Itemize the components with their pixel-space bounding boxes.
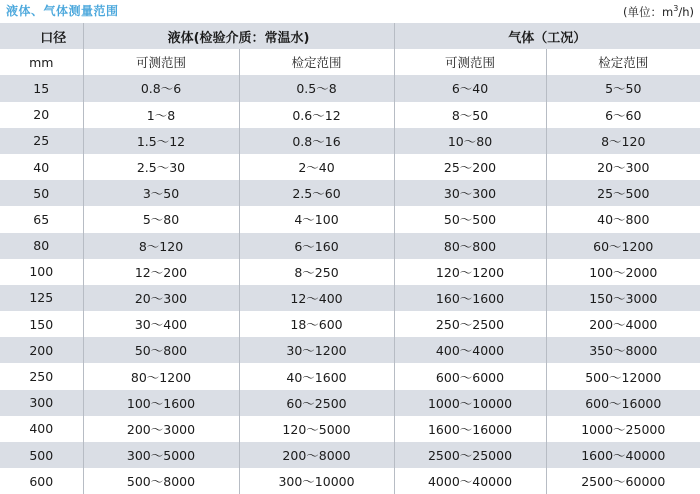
- cell-liquid-measurable: 8～120: [83, 233, 239, 259]
- cell-gas-measurable: 4000～40000: [394, 468, 546, 494]
- table-row: [0, 206, 700, 232]
- cell-liquid-measurable: 30～400: [83, 311, 239, 337]
- table-row: [0, 285, 700, 311]
- cell-liquid-measurable: 300～5000: [83, 442, 239, 468]
- cell-gas-verified: 2500～60000: [581, 474, 666, 490]
- table-row: [0, 75, 700, 101]
- cell-liquid-verified: 0.5～8: [239, 75, 394, 101]
- header-liquid-verified: 检定范围: [239, 49, 394, 75]
- cell-caliber: 50: [0, 180, 83, 206]
- header-gas-measurable: 可测范围: [394, 49, 546, 75]
- cell-gas-verified: 40～800: [597, 212, 650, 228]
- cell-gas-measurable: 10～80: [394, 128, 546, 154]
- cell-gas-measurable: 160～1600: [394, 285, 546, 311]
- cell-liquid-measurable: 500～8000: [83, 468, 239, 494]
- cell-caliber: 500: [0, 442, 83, 468]
- unit-superscript: 3: [673, 4, 679, 14]
- cell-gas-measurable: 80～800: [394, 233, 546, 259]
- cell-liquid-verified: 40～1600: [239, 363, 394, 389]
- cell-gas-measurable: 250～2500: [394, 311, 546, 337]
- cell-gas-measurable: 50～500: [394, 206, 546, 232]
- cell-liquid-verified: 300～10000: [239, 468, 394, 494]
- cell-liquid-verified: 18～600: [239, 311, 394, 337]
- cell-liquid-verified: 8～250: [239, 259, 394, 285]
- cell-gas-verified: 200～4000: [589, 317, 658, 333]
- cell-caliber: 15: [0, 75, 83, 101]
- table-row: [0, 180, 700, 206]
- table-row: [0, 311, 700, 337]
- table-row: [0, 259, 700, 285]
- cell-gas-verified: 100～2000: [589, 264, 658, 280]
- cell-gas-measurable: 120～1200: [394, 259, 546, 285]
- header-liquid: 液体(检验介质：常温水): [83, 23, 394, 49]
- cell-gas-measurable: 1600～16000: [394, 416, 546, 442]
- cell-gas-verified: 20～300: [597, 160, 650, 176]
- cell-liquid-measurable: 100～1600: [83, 390, 239, 416]
- cell-gas-measurable: 30～300: [394, 180, 546, 206]
- cell-caliber: 250: [0, 363, 83, 389]
- cell-gas-verified: 25～500: [546, 180, 700, 206]
- measurement-range-table: [0, 23, 700, 494]
- table-row: [0, 468, 700, 494]
- cell-caliber: 40: [0, 154, 83, 180]
- cell-liquid-measurable: 1.5～12: [83, 128, 239, 154]
- unit-prefix: (单位：m: [623, 5, 674, 19]
- cell-liquid-measurable: 12～200: [83, 259, 239, 285]
- cell-liquid-measurable: 50～800: [83, 337, 239, 363]
- cell-gas-measurable: 6～40: [394, 75, 546, 101]
- cell-gas-measurable: 600～6000: [394, 363, 546, 389]
- cell-liquid-verified: 12～400: [239, 285, 394, 311]
- cell-caliber: 20: [0, 102, 83, 128]
- header-caliber-unit: mm: [0, 49, 83, 75]
- table-row: [0, 416, 700, 442]
- cell-gas-measurable: 2500～25000: [394, 442, 546, 468]
- cell-gas-verified: 600～16000: [546, 390, 700, 416]
- table-row: [0, 128, 700, 154]
- table-row: [0, 233, 700, 259]
- cell-liquid-measurable: 80～1200: [83, 363, 239, 389]
- cell-liquid-verified: 120～5000: [239, 416, 394, 442]
- header-liquid-measurable: 可测范围: [83, 49, 239, 75]
- cell-gas-measurable: 25～200: [394, 154, 546, 180]
- cell-gas-verified: 8～120: [546, 128, 700, 154]
- cell-gas-measurable: 8～50: [394, 102, 546, 128]
- header-caliber: 口径: [0, 23, 83, 49]
- cell-liquid-verified: 30～1200: [239, 337, 394, 363]
- cell-liquid-measurable: 5～80: [83, 206, 239, 232]
- table-row: [0, 337, 700, 363]
- cell-caliber: 600: [0, 468, 83, 494]
- header-gas-verified: 检定范围: [598, 55, 649, 71]
- cell-liquid-verified: 2～40: [239, 154, 394, 180]
- table-row: [0, 102, 700, 128]
- cell-liquid-measurable: 1～8: [83, 102, 239, 128]
- cell-liquid-measurable: 20～300: [83, 285, 239, 311]
- cell-liquid-verified: 2.5～60: [239, 180, 394, 206]
- page-title: 液体、气体测量范围: [6, 4, 119, 18]
- cell-caliber: 100: [0, 259, 83, 285]
- cell-gas-measurable: 1000～10000: [394, 390, 546, 416]
- cell-gas-verified: 150～3000: [546, 285, 700, 311]
- cell-caliber: 150: [0, 311, 83, 337]
- cell-liquid-verified: 200～8000: [239, 442, 394, 468]
- cell-caliber: 65: [0, 206, 83, 232]
- header-row-sub: [0, 49, 700, 75]
- cell-gas-verified: 500～12000: [585, 369, 662, 385]
- cell-liquid-measurable: 0.8～6: [83, 75, 239, 101]
- cell-liquid-measurable: 3～50: [83, 180, 239, 206]
- cell-liquid-verified: 0.6～12: [239, 102, 394, 128]
- cell-caliber: 300: [0, 390, 83, 416]
- cell-liquid-measurable: 200～3000: [83, 416, 239, 442]
- table-row: [0, 363, 700, 389]
- table-row: [0, 154, 700, 180]
- cell-gas-verified: 6～60: [605, 107, 642, 123]
- cell-gas-verified: 1600～40000: [546, 442, 700, 468]
- cell-gas-verified: 350～8000: [546, 337, 700, 363]
- table-row: [0, 442, 700, 468]
- cell-liquid-verified: 0.8～16: [239, 128, 394, 154]
- unit-suffix: /h): [678, 5, 694, 19]
- cell-gas-measurable: 400～4000: [394, 337, 546, 363]
- cell-gas-verified: 60～1200: [546, 233, 700, 259]
- cell-gas-verified: 1000～25000: [581, 421, 666, 437]
- table-body: [0, 23, 700, 494]
- cell-liquid-verified: 6～160: [239, 233, 394, 259]
- header-row-group: [0, 23, 700, 49]
- unit-note: [623, 4, 694, 20]
- cell-caliber: 200: [0, 337, 83, 363]
- cell-caliber: 80: [0, 233, 83, 259]
- header-gas: 气体（工况）: [394, 23, 700, 49]
- cell-liquid-measurable: 2.5～30: [83, 154, 239, 180]
- cell-caliber: 125: [0, 285, 83, 311]
- cell-gas-verified: 5～50: [546, 75, 700, 101]
- table-row: [0, 390, 700, 416]
- cell-caliber: 400: [0, 416, 83, 442]
- cell-caliber: 25: [0, 128, 83, 154]
- cell-liquid-verified: 4～100: [239, 206, 394, 232]
- cell-liquid-verified: 60～2500: [239, 390, 394, 416]
